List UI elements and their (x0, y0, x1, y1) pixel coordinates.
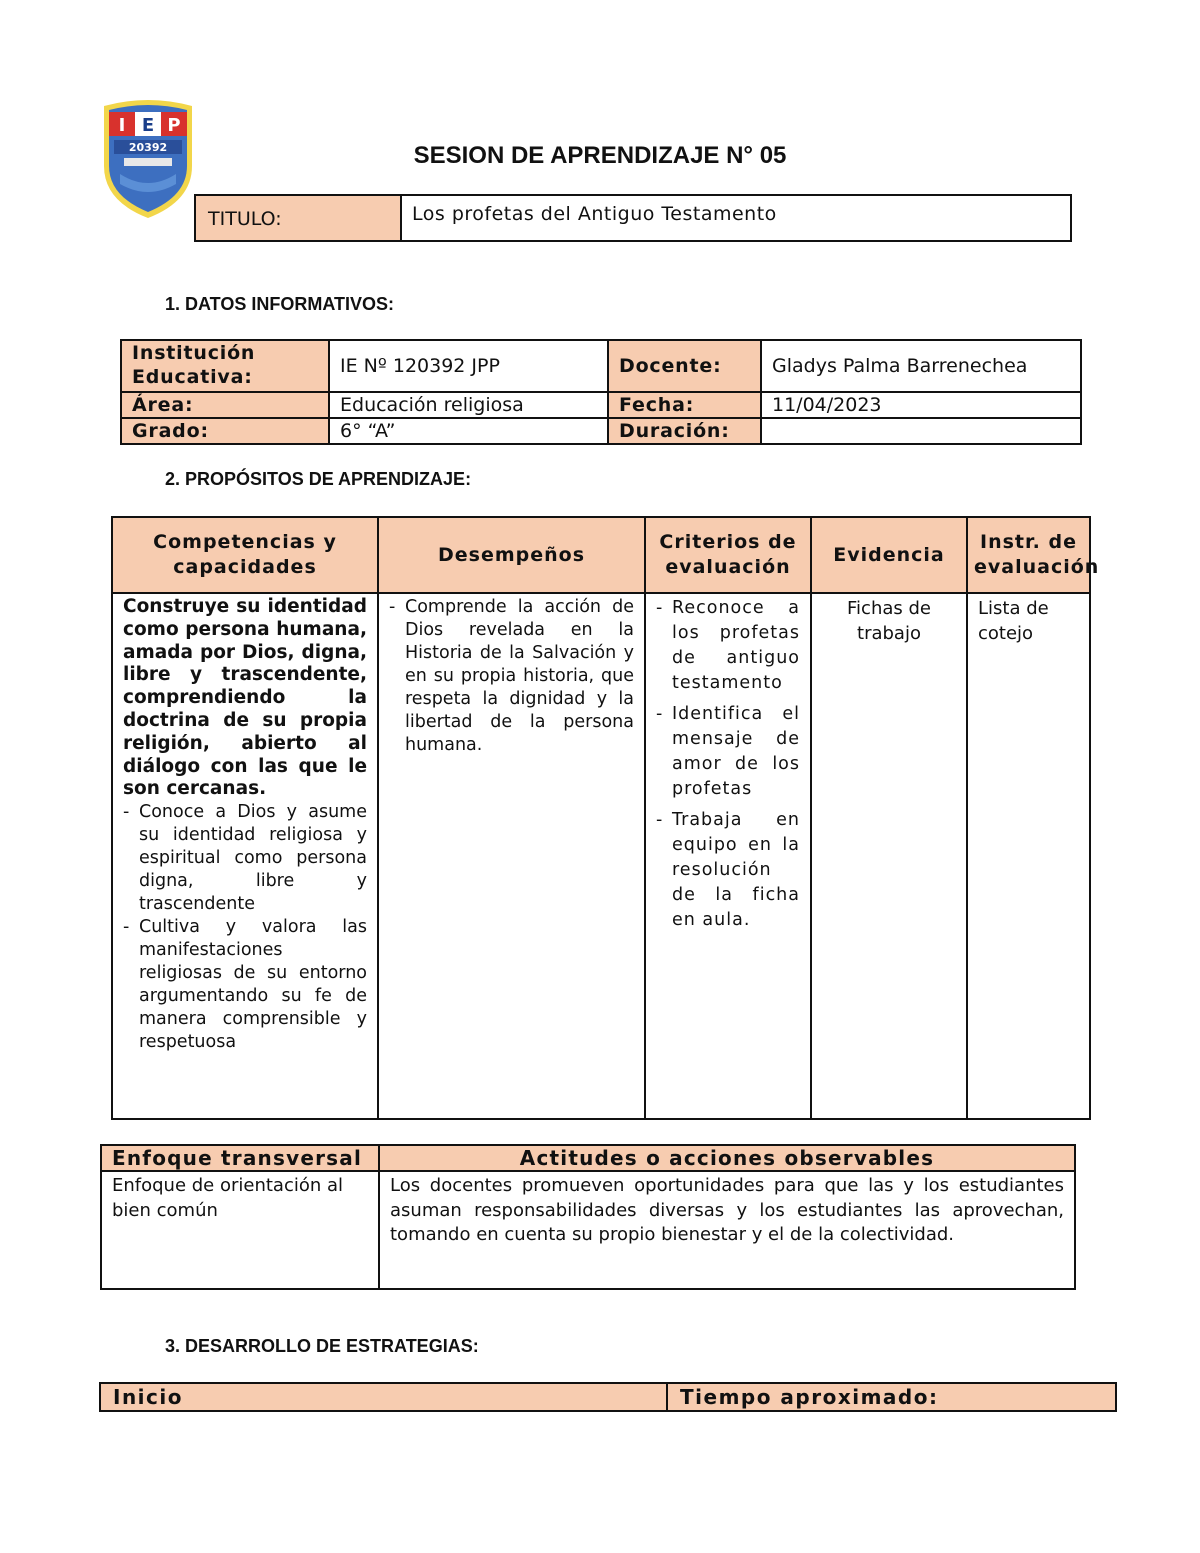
header-evidencia: Evidencia (811, 517, 967, 593)
competencias-cell (112, 593, 378, 1119)
header-criterios: Criterios de evaluación (645, 517, 811, 593)
area-value: Educación religiosa (329, 392, 608, 418)
docente-label: Docente: (608, 340, 761, 392)
desempeno-item: - Comprende la acción de Dios revelada en la Historia de la Salvación y en su propia historia, que respeta la dignidad y la libertad de la persona humana. (389, 596, 634, 757)
criterio-item: - Reconoce a los profetas de antiguo testamento (656, 596, 800, 696)
section-datos-title: 1. DATOS INFORMATIVOS: (165, 294, 395, 314)
grado-label: Grado: (121, 418, 329, 444)
title-value: Los profetas del Antiguo Testamento (412, 203, 777, 225)
inicio-table (99, 1382, 1117, 1412)
logo-letter-p: P (167, 115, 181, 136)
area-label: Área: (121, 392, 329, 418)
instrumento-cell: Lista de cotejo (967, 593, 1090, 1119)
header-competencias: Competencias y capacidades (112, 517, 378, 593)
title-label: TITULO: (196, 196, 402, 240)
actitudes-value: Los docentes promueven oportunidades para que las y los estudiantes asuman responsabilidades diversas y los estudiantes las aprovechan, tomando en cuenta su propio bienestar y el de la colectividad. (379, 1171, 1075, 1289)
logo-letter-e: E (141, 115, 155, 136)
section-propositos-title: 2. PROPÓSITOS DE APRENDIZAJE: (165, 469, 472, 489)
criterio-item: - Trabaja en equipo en la resolución de la ficha en aula. (656, 808, 800, 933)
competencia-text: Construye su identidad como persona humana, amada por Dios, digna, libre y trascendente, comprendiendo la doctrina de su propia religión, abierto al diálogo con las que le son cercanas. (123, 596, 367, 800)
capacidad-item: - Conoce a Dios y asume su identidad religiosa y espiritual como persona digna, libre y trascendente (123, 801, 367, 916)
grado-value: 6° “A” (329, 418, 608, 444)
criterio-item: - Identifica el mensaje de amor de los profetas (656, 702, 800, 802)
logo-letter-i: I (118, 115, 126, 136)
docente-value: Gladys Palma Barrenechea (761, 340, 1081, 392)
enfoque-table (100, 1144, 1076, 1290)
header-desempenos: Desempeños (378, 517, 645, 593)
header-actitudes: Actitudes o acciones observables (379, 1145, 1075, 1171)
duracion-value (761, 418, 1081, 444)
fecha-label: Fecha: (608, 392, 761, 418)
evidencia-cell: Fichas de trabajo (811, 593, 967, 1119)
document-title: SESION DE APRENDIZAJE N° 05 (413, 142, 787, 169)
duracion-label: Duración: (608, 418, 761, 444)
tiempo-label: Tiempo aproximado: (667, 1383, 1116, 1411)
desempenos-cell (378, 593, 645, 1119)
fecha-value: 11/04/2023 (761, 392, 1081, 418)
logo-code: 20392 (128, 141, 168, 154)
inicio-label: Inicio (100, 1383, 667, 1411)
header-instrumento: Instr. de evaluación (967, 517, 1090, 593)
title-box (194, 194, 1072, 242)
datos-table (120, 339, 1082, 445)
section-estrategias-title: 3. DESARROLLO DE ESTRATEGIAS: (165, 1336, 479, 1356)
capacidad-item: - Cultiva y valora las manifestaciones religiosas de su entorno argumentando su fe de manera comprensible y respetuosa (123, 916, 367, 1054)
institucion-value: IE Nº 120392 JPP (329, 340, 608, 392)
header-enfoque: Enfoque transversal (101, 1145, 379, 1171)
propositos-table (111, 516, 1100, 1120)
enfoque-value: Enfoque de orientación al bien común (101, 1171, 379, 1289)
institucion-label: Institución Educativa: (121, 340, 329, 392)
criterios-cell (645, 593, 811, 1119)
